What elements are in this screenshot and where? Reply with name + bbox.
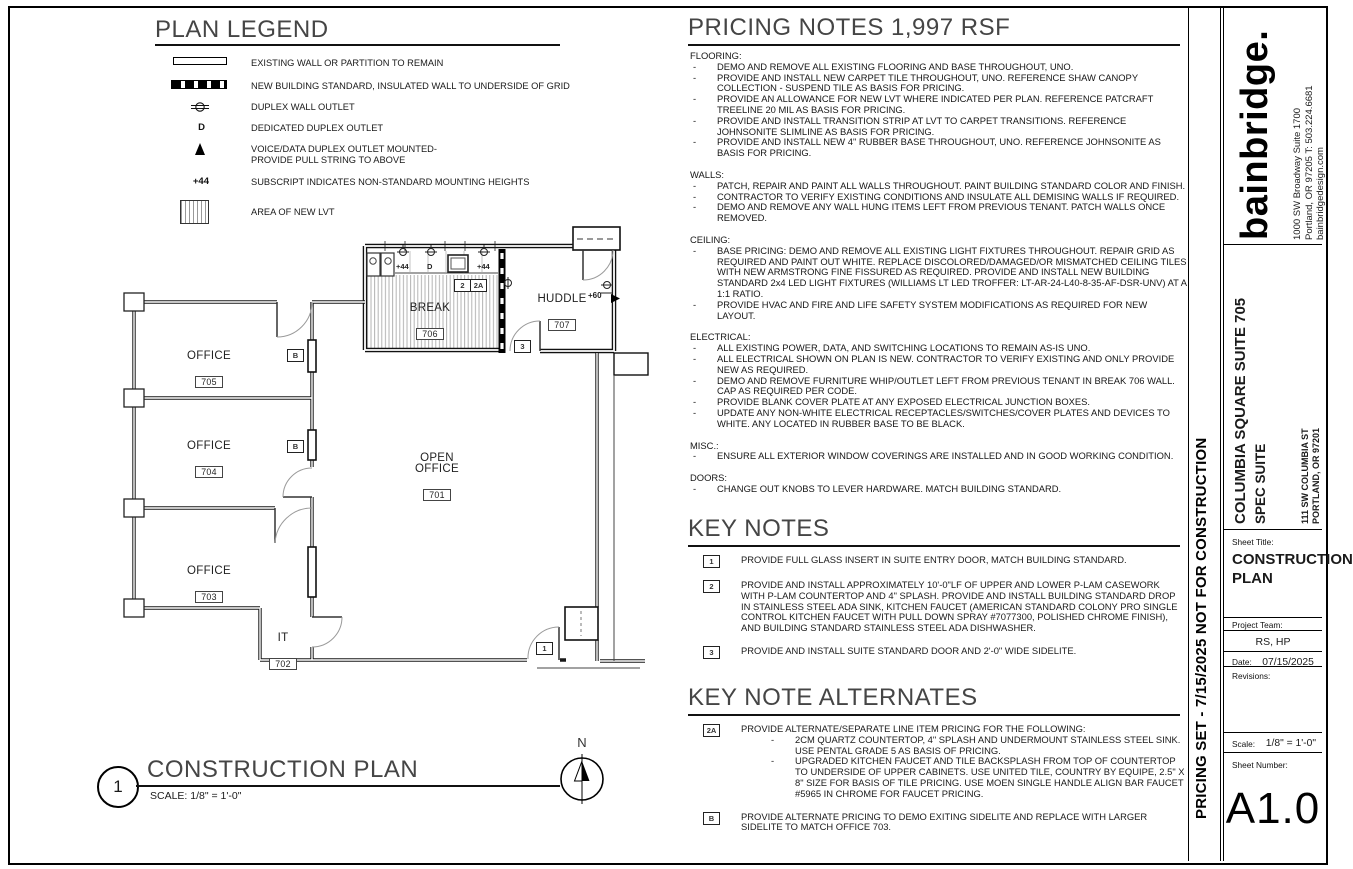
sheet-number-value: A1.0 xyxy=(1225,784,1321,833)
legend-title: PLAN LEGEND xyxy=(155,16,329,43)
pricing-notes-title: PRICING NOTES 1,997 RSF xyxy=(688,14,1011,41)
scale-label: Scale: xyxy=(1232,739,1256,749)
project-name: COLUMBIA SQUARE SUITE 705 xyxy=(1232,297,1249,524)
legend-item-label: DEDICATED DUPLEX OUTLET xyxy=(251,123,384,133)
room-number: 704 xyxy=(195,466,223,478)
pricing-set-stamp: PRICING SET - 7/15/2025 NOT FOR CONSTRUCTION xyxy=(1193,437,1210,819)
key-note-tag: 2A xyxy=(703,724,720,737)
drawing-scale: SCALE: 1/8" = 1'-0" xyxy=(150,790,242,802)
room-number: 707 xyxy=(548,319,576,331)
room-number: 701 xyxy=(423,489,451,501)
drawing-number-bubble: 1 xyxy=(97,766,139,808)
existing-wall-symbol xyxy=(173,57,227,65)
pricing-section-walls: WALLS: - PATCH, REPAIR AND PAINT ALL WALLS THROUGHOUT. PAINT BUILDING STANDARD COLOR AND FINISH. - CONTRACTOR TO VERIFY EXISTING CONDITIONS AND INSULATE ALL DEMISING WALLS IF REQUIRED. - DEMO AND REMOVE ANY WALL HUNG ITEMS LEFT FROM PREVIOUS TENANT. PATCH WALLS ONCE REMOVED. xyxy=(690,170,1187,224)
voice-data-outlet-icon xyxy=(195,143,205,155)
duplex-outlet-icon xyxy=(191,101,209,113)
key-note-alternates-rule xyxy=(688,714,1180,716)
room-label-break-706: BREAK 706 xyxy=(409,301,451,339)
room-number: 706 xyxy=(416,328,444,340)
plan-tag-keynote-2: 2 xyxy=(454,279,471,292)
room-number: 705 xyxy=(195,376,223,388)
key-note-2: 2 PROVIDE AND INSTALL APPROXIMATELY 10'-0"LF OF UPPER AND LOWER P-LAM CASEWORK WITH P-LAM COUNTERTOP AND 4" SPLASH. PROVIDE AND INSTALL BUILDING STANDARD DROP IN STAINLESS STEEL ADA SINK, KITCHEN FAUCET (AMERICAN STANDARD COLONY PRO SINGLE CONTROL KITCHEN FAUCET WITH PULL DOWN SPRAY #7077300, POLISHED CHROME FINISH), AND BUILDING STANDARD STAINLESS STEEL ADA DISHWASHER. xyxy=(690,580,1185,634)
room-label-office-704: OFFICE 704 xyxy=(187,439,231,477)
alternate-lead: PROVIDE ALTERNATE/SEPARATE LINE ITEM PRICING FOR THE FOLLOWING: xyxy=(741,723,1086,734)
north-arrow xyxy=(558,735,606,807)
pricing-section-misc: MISC.: - ENSURE ALL EXTERIOR WINDOW COVERINGS ARE INSTALLED AND IN GOOD WORKING CONDITION. xyxy=(690,441,1187,463)
key-note-alternates xyxy=(690,724,1185,845)
north-compass-icon xyxy=(558,750,606,802)
project-team-value: RS, HP xyxy=(1255,636,1291,648)
plan-tag-keynote-3: 3 xyxy=(514,340,531,353)
date-label: Date: xyxy=(1232,657,1252,667)
entry-vestibule xyxy=(537,353,648,668)
key-notes-rule xyxy=(688,545,1180,547)
date-value: 07/15/2025 xyxy=(1262,657,1314,668)
firm-address: 1000 SW Broadway Suite 1700 Portland, OR 97205 T: 503.224.6681 bainbridgedesign.com xyxy=(1292,85,1326,240)
room-number: 703 xyxy=(195,591,223,603)
pricing-notes-rule xyxy=(688,44,1180,46)
legend-item-voice-data xyxy=(155,143,585,176)
key-note-alternate-2A: 2A PROVIDE ALTERNATE/SEPARATE LINE ITEM PRICING FOR THE FOLLOWING: - 2CM QUARTZ COUNTERTOP, 4" SPLASH AND UNDERMOUNT STAINLESS STEEL SINK. USE PENTAL GRADE 5 AS BASIS OF PRICING. - UPGRADED KITCHEN FAUCET AND TILE BACKSPLASH FROM TOP OF COUNTERTOP TO UNDERSIDE OF UPPER CABINETS. USE UNITED TILE, COUNTRY BY EQUIPE, 2.5" X 8" SIZE FOR BASIS OF TILE PRICING. USE MOEN SINGLE HANDLE ALIGN BAR FAUCET #5965 IN CHROME FOR FAUCET PRICING. xyxy=(690,724,1185,800)
legend-item-label: VOICE/DATA DUPLEX OUTLET MOUNTED- PROVIDE PULL STRING TO ABOVE xyxy=(251,144,437,165)
titleblock-scale-row xyxy=(1224,733,1322,753)
firm-logo: bainbridge. xyxy=(1234,29,1276,240)
key-note-alternates-title: KEY NOTE ALTERNATES xyxy=(688,684,978,711)
legend-item-subscript xyxy=(155,176,585,200)
room-label-it-702: IT 702 xyxy=(253,621,313,670)
sheet-title-label: Sheet Title: xyxy=(1232,537,1274,547)
new-insulated-wall-symbol xyxy=(171,80,227,89)
legend-item-label: AREA OF NEW LVT xyxy=(251,207,335,217)
floor-plan xyxy=(100,225,660,705)
revisions-label: Revisions: xyxy=(1232,671,1271,681)
legend-item-label: EXISTING WALL OR PARTITION TO REMAIN xyxy=(251,58,444,68)
dedicated-outlet-symbol: D xyxy=(198,122,205,133)
titleblock-team-label-row xyxy=(1224,618,1322,631)
key-notes-title: KEY NOTES xyxy=(688,515,830,542)
plan-tag-keynote-2A: 2A xyxy=(470,279,487,292)
plan-tag-alternate-B-705: B xyxy=(287,349,304,362)
sheet-number-label: Sheet Number: xyxy=(1232,760,1288,770)
title-block xyxy=(1220,6,1353,861)
key-note-tag: B xyxy=(703,812,720,825)
plan-legend xyxy=(155,57,585,230)
plan-tag-keynote-1: 1 xyxy=(536,642,553,655)
project-name-block xyxy=(1230,298,1271,524)
room-label-open-office-701: OPEN OFFICE 701 xyxy=(415,451,459,500)
key-note-tag: 1 xyxy=(703,555,720,568)
titleblock-sheet-number-section xyxy=(1224,753,1322,861)
key-note-alternate-B: B PROVIDE ALTERNATE PRICING TO DEMO EXITING SIDELITE AND REPLACE WITH LARGER SIDELITE TO MATCH OFFICE 703. xyxy=(690,812,1185,834)
titleblock-sheet-title-section xyxy=(1224,530,1353,618)
key-notes xyxy=(690,555,1185,671)
pricing-section-flooring: FLOORING: - DEMO AND REMOVE ALL EXISTING FLOORING AND BASE THROUGHOUT, UNO. - PROVIDE AND INSTALL NEW CARPET TILE THROUGHOUT, UNO. REFERENCE SHAW CANOPY COLLECTION - SUSPEND TILE AS BASIS FOR PRICING. - PROVIDE AN ALLOWANCE FOR NEW LVT WHERE INDICATED PER PLAN. REFERENCE PATCRAFT TREELINE 20 MIL AS BASIS FOR PRICING. - PROVIDE AND INSTALL TRANSITION STRIP AT LVT TO CARPET TRANSITIONS. REFERENCE JOHNSONITE SLIMLINE AS BASIS FOR PRICING. - PROVIDE AND INSTALL NEW 4" RUBBER BASE THROUGHOUT, UNO. REFERENCE JOHNSONITE AS BASIS FOR PRICING. xyxy=(690,51,1187,159)
titleblock-date-row xyxy=(1224,652,1322,667)
legend-item-existing-wall xyxy=(155,57,585,80)
project-type: SPEC SUITE xyxy=(1253,443,1268,524)
room-label-office-705: OFFICE 705 xyxy=(187,349,231,387)
key-note-1: 1 PROVIDE FULL GLASS INSERT IN SUITE ENTRY DOOR, MATCH BUILDING STANDARD. xyxy=(690,555,1185,568)
outlet-label-plus60: +60 xyxy=(588,291,602,300)
legend-item-new-wall xyxy=(155,80,585,101)
lvt-area-symbol xyxy=(180,200,209,224)
scale-value: 1/8" = 1'-0" xyxy=(1265,738,1316,749)
project-address: 111 SW COLUMBIA ST PORTLAND, OR 97201 xyxy=(1300,427,1321,524)
outlet-label-dedicated: D xyxy=(427,262,433,271)
legend-item-label: DUPLEX WALL OUTLET xyxy=(251,102,355,112)
drawing-title-rule xyxy=(136,785,560,787)
project-team-label: Project Team: xyxy=(1232,620,1283,630)
pricing-section-electrical: ELECTRICAL: - ALL EXISTING POWER, DATA, AND SWITCHING LOCATIONS TO REMAIN AS-IS UNO. - ALL ELECTRICAL SHOWN ON PLAN IS NEW. CONTRACTOR TO VERIFY EXISTING AND ONLY PROVIDE NEW AS REQUIRED. - DEMO AND REMOVE FURNITURE WHIP/OUTLET LEFT FROM PREVIOUS TENANT IN BREAK 706 WALL. CAP AS REQUIRED PER CODE. - PROVIDE BLANK COVER PLATE AT ANY EXPOSED ELECTRICAL JUNCTION BOXES. - UPDATE ANY NON-WHITE ELECTRICAL RECEPTACLES/SWITCHES/COVER PLATES AND DEVICES TO WHITE. ANY LOCATED IN RUBBER BASE TO BE BLACK. xyxy=(690,332,1187,429)
plan-tag-alternate-B-704: B xyxy=(287,440,304,453)
key-note-3: 3 PROVIDE AND INSTALL SUITE STANDARD DOOR AND 2'-0" WIDE SIDELITE. xyxy=(690,646,1185,659)
titleblock-revisions-section xyxy=(1224,667,1322,733)
room-label-huddle-707: HUDDLE 707 xyxy=(537,292,587,330)
outlet-label-plus44-left: +44 xyxy=(396,262,409,271)
legend-title-rule xyxy=(155,44,560,46)
room-number: 702 xyxy=(269,658,297,670)
stamp-strip-divider xyxy=(1188,6,1189,861)
key-note-tag: 3 xyxy=(703,646,720,659)
titleblock-team-value-row xyxy=(1224,631,1322,652)
pricing-section-doors: DOORS: - CHANGE OUT KNOBS TO LEVER HARDWARE. MATCH BUILDING STANDARD. xyxy=(690,473,1187,495)
sheet-title-value: CONSTRUCTION PLAN xyxy=(1232,551,1353,587)
pricing-section-ceiling: CEILING: - BASE PRICING: DEMO AND REMOVE ALL EXISTING LIGHT FIXTURES THROUGHOUT. REPAIR GRID AS REQUIRED AND PAINT OUT WHITE. REPLACE DISCOLORED/DAMAGED/OR MISMATCHED CEILING TILES WITH NEW ARMSTRONG FINE FISSURED AS REQUIRED. PROVIDE AND INSTALL NEW BUILDING STANDARD 2x4 LED LIGHT FIXTURES (WILLIAMS LT LED TROFFER: LT-AR-24-L40-8-35-AF-DSR-UNV) AT A 1:1 RATIO. - PROVIDE HVAC AND FIRE AND LIFE SAFETY SYSTEM MODIFICATIONS AS REQUIRED FOR NEW LAYOUT. xyxy=(690,235,1187,321)
key-note-tag: 2 xyxy=(703,580,720,593)
pricing-notes xyxy=(690,51,1187,506)
north-label: N xyxy=(577,735,587,750)
plus44-symbol: +44 xyxy=(192,176,209,187)
legend-item-label: NEW BUILDING STANDARD, INSULATED WALL TO UNDERSIDE OF GRID xyxy=(251,81,570,91)
room-label-office-703: OFFICE 703 xyxy=(187,564,231,602)
outlet-label-plus44-right: +44 xyxy=(477,262,490,271)
legend-item-dedicated-outlet xyxy=(155,122,585,143)
legend-item-duplex-outlet xyxy=(155,101,585,122)
legend-item-label: SUBSCRIPT INDICATES NON-STANDARD MOUNTING HEIGHTS xyxy=(251,177,530,187)
drawing-title: CONSTRUCTION PLAN xyxy=(147,756,419,783)
